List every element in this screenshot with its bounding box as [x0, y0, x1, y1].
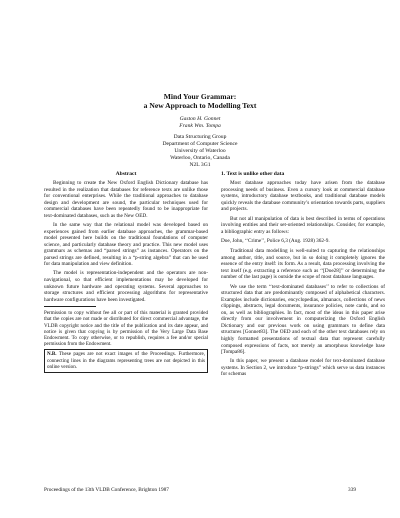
author-name: Frank Wm. Tompa	[179, 123, 221, 129]
affiliation-line: University of Waterloo	[174, 148, 226, 154]
body-paragraph: Most database approaches today have arisen from the database processing needs of business. Even a cursory look at commercial database systems, introductory database textbooks, and traditional database models quickly reveals the database community’s orientation towards parts, suppliers and projects.	[221, 180, 385, 213]
left-column	[44, 171, 208, 373]
body-paragraph: We use the term ‘‘text-dominated databases’’ to refer to collections of structured data that are predominantly composed of alphabetical characters. Examples include dictionaries, encyclopedias, almanacs, collections of news clippings, abstracts, legal documents, insurance policies, note cards, and so on, as well as bibliographies. In fact, most of the ideas in this paper arise directly from our involvement in computerizing the Oxford English Dictionary and our previous work on using grammars to define data structures [Gonnet83]. The OED and each of the other text databases rely on highly formatted presentations of textual data that represent carefully composed expressions of facts, not merely an amorphous knowledge base [Tompa86].	[221, 283, 385, 356]
paper-title-line1: Mind Your Grammar:	[163, 92, 237, 101]
section-heading: 1. Text is unlike other data	[221, 171, 285, 177]
nb-notice-box	[44, 349, 208, 373]
body-paragraph: In this paper, we present a database model for text-dominated database systems. In Section 2, we introduce “p-strings” which serve us data instances for schemas	[221, 358, 385, 378]
nb-text: These pages are not exact images of the Proceedings. Furthermore, connecting lines in the diagrams representing trees are not depicted in this online version.	[47, 351, 205, 370]
abstract-paragraph: The model is representation-independent and the operators are non-navigational, so that efficient implementations may be developed for unknown future hardware and operating systems. Several approaches to storage structures and efficient processing algorithms for representative hardware configurations have been investigated.	[44, 270, 208, 303]
page-number: 339	[348, 487, 356, 493]
abstract-paragraph: Beginning to create the New Oxford English Dictionary database has resulted in the realization that databases for reference texts are unlike those for conventional enterprises. While the traditional approaches to database design and development are sound, the particular techniques used for commercial databases have been repeatedly found to be inappropriate for text-dominated databases, such as the New OED.	[44, 180, 208, 219]
body-paragraph: Traditional data modelling is well-suited to capturing the relationships among author, title, and source, but in so doing it completely ignores the essence of the entry itself: its form. As a result, data processing involving the text itself (e.g. extracting a reference such as ‘‘[Doe28]’’ or determining the number of the last page) is outside the scope of most database languages.	[221, 248, 385, 281]
affiliation-line: Department of Computer Science	[162, 141, 238, 147]
proceedings-footer: Proceedings of the 13th VLDB Conference, Brighton 1987	[44, 487, 169, 493]
paper-title-line2: a New Approach to Modelling Text	[143, 101, 257, 110]
nb-label: N.B.	[47, 351, 57, 358]
bibliographic-example: Doe, John, ‘‘Crime’’, Police 6,3 (Aug. 1928) 362-9.	[221, 237, 330, 244]
abstract-paragraph: In the same way that the relational model was developed based on experiences gained from earlier database approaches, the grammar-based model presented here builds on the traditional foundations of computer science, and particularly database theory and practice. This new model uses grammars as schemas and “parsed strings” as instances. Operators on the parsed strings are defined, resulting in a “p-string algebra” that can be used for data manipulation and view definition.	[44, 222, 208, 268]
affiliation-line: Data Structuring Group	[173, 134, 227, 140]
affiliation-line: N2L 3G1	[189, 162, 211, 168]
footnote-divider	[44, 306, 96, 307]
affiliation-line: Waterloo, Ontario, Canada	[170, 155, 230, 161]
body-paragraph: But not all manipulation of data is best described in terms of operations involving entities and their set-oriented relationships. Consider, for example, a bibliographic entry as follows:	[221, 215, 385, 235]
right-column	[221, 171, 385, 380]
abstract-heading: Abstract	[115, 171, 137, 177]
author-name: Gaston H. Gonnet	[179, 116, 221, 122]
permission-notice: Permission to copy without fee all or part of this material is granted provided that the copies are not made or distributed for direct commercial advantage, the VLDB copyright notice and the title of the publication and its date appear, and notice is given that copying is by permission of the Very Large Data Base Endowment. To copy otherwise, or to republish, requires a fee and/or special permission from the Endowment.	[44, 310, 208, 348]
